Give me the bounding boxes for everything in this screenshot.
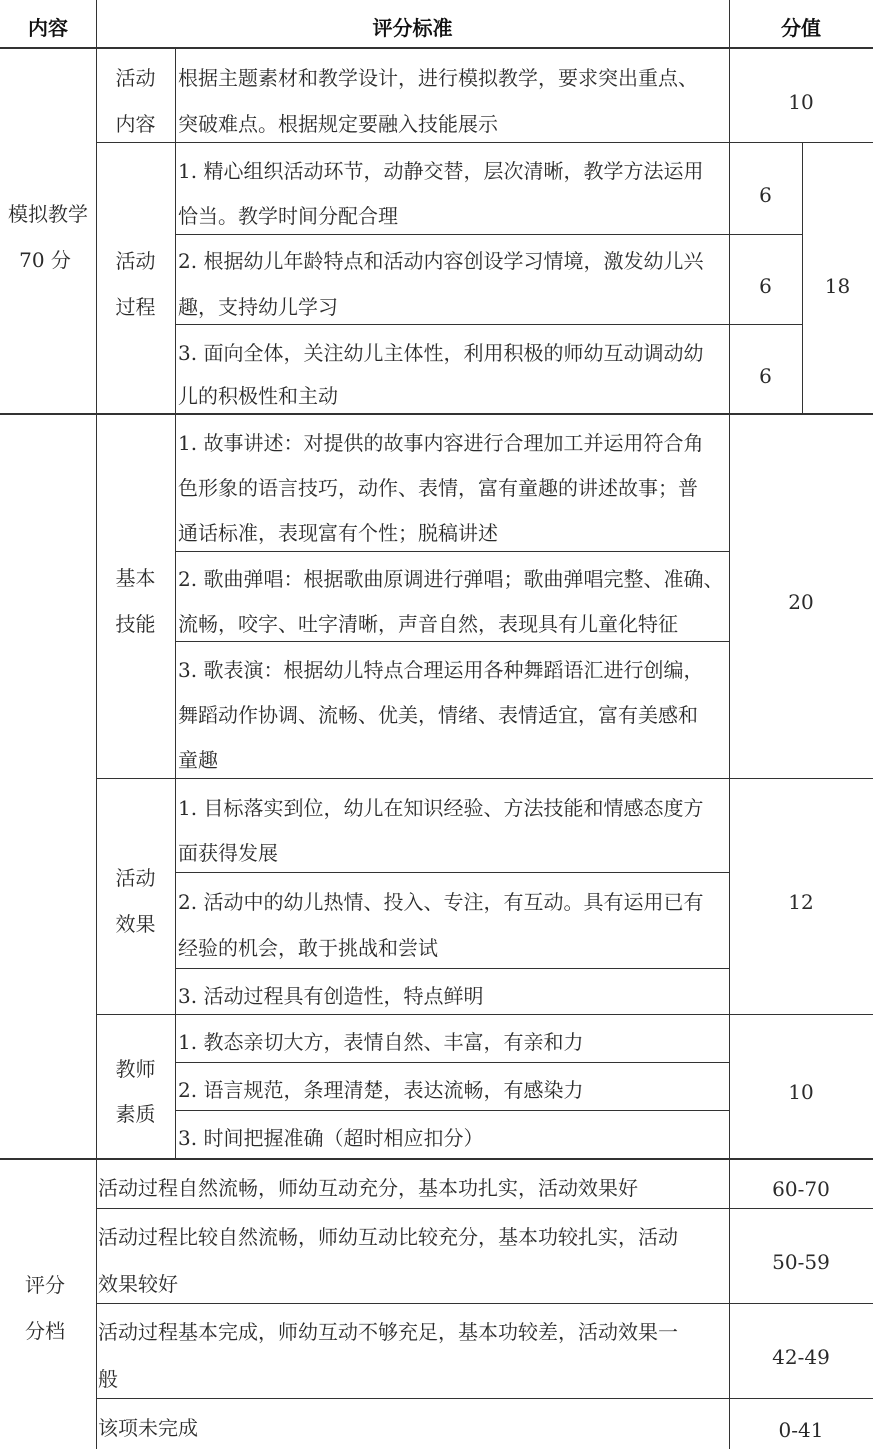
row-label-line2: 技能: [115, 612, 156, 636]
criteria-text: 2. 根据幼儿年龄特点和活动内容创设学习情境，激发幼儿兴: [178, 249, 704, 273]
grading-score: 60-70: [772, 1177, 830, 1201]
criteria-text: 突破难点。根据规定要融入技能展示: [178, 112, 498, 136]
row-label-line2: 内容: [115, 112, 156, 136]
criteria-text: 1. 教态亲切大方，表情自然、丰富，有亲和力: [178, 1030, 584, 1054]
grading-score: 50-59: [772, 1250, 830, 1274]
score-value: 20: [788, 590, 814, 614]
row-label-line1: 活动: [115, 66, 156, 90]
row-label-line1: 活动: [115, 866, 156, 890]
grading-text: 效果较好: [98, 1272, 178, 1296]
criteria-text: 3. 时间把握准确（超时相应扣分）: [178, 1126, 484, 1150]
score-value: 6: [759, 183, 772, 207]
score-value: 6: [759, 274, 772, 298]
header-content: 内容: [28, 16, 68, 40]
criteria-text: 色形象的语言技巧，动作、表情，富有童趣的讲述故事；普: [178, 476, 698, 500]
criteria-text: 2. 语言规范，条理清楚，表达流畅，有感染力: [178, 1078, 584, 1102]
criteria-text: 根据主题素材和教学设计，进行模拟教学，要求突出重点、: [178, 66, 698, 90]
criteria-text: 1. 精心组织活动环节，动静交替，层次清晰，教学方法运用: [178, 159, 704, 183]
section-label-line2: 分档: [25, 1319, 65, 1343]
criteria-text: 面获得发展: [178, 841, 278, 865]
grading-score: 42-49: [772, 1345, 830, 1369]
row-label-line1: 教师: [115, 1057, 156, 1081]
row-label-line2: 素质: [115, 1102, 156, 1126]
section-label-line1: 评分: [25, 1273, 65, 1297]
header-score: 分值: [781, 16, 821, 40]
grading-text: 该项未完成: [98, 1416, 198, 1440]
criteria-text: 3. 面向全体，关注幼儿主体性，利用积极的师幼互动调动幼: [178, 341, 704, 365]
criteria-text: 恰当。教学时间分配合理: [178, 204, 398, 228]
row-label-line2: 过程: [115, 295, 156, 319]
score-value: 10: [788, 90, 814, 114]
grading-score: 0-41: [778, 1418, 824, 1442]
grading-text: 活动过程基本完成，师幼互动不够充足，基本功较差，活动效果一: [98, 1320, 678, 1344]
section-label-line2: 70 分: [19, 248, 71, 272]
criteria-text: 1. 故事讲述：对提供的故事内容进行合理加工并运用符合角: [178, 431, 704, 455]
grading-text: 般: [98, 1367, 118, 1391]
row-label-line2: 效果: [115, 912, 156, 936]
score-value: 6: [759, 364, 772, 388]
criteria-text: 3. 活动过程具有创造性，特点鲜明: [178, 984, 484, 1008]
header-criteria: 评分标准: [372, 16, 453, 40]
score-value: 10: [788, 1080, 814, 1104]
criteria-text: 流畅，咬字、吐字清晰，声音自然，表现具有儿童化特征: [178, 612, 678, 636]
criteria-text: 童趣: [178, 748, 218, 772]
criteria-text: 儿的积极性和主动: [178, 384, 338, 408]
section-label-line1: 模拟教学: [8, 202, 88, 226]
criteria-text: 舞蹈动作协调、流畅、优美，情绪、表情适宜，富有美感和: [178, 703, 698, 727]
criteria-text: 2. 活动中的幼儿热情、投入、专注，有互动。具有运用已有: [178, 890, 704, 914]
grading-text: 活动过程比较自然流畅，师幼互动比较充分，基本功较扎实，活动: [98, 1225, 678, 1249]
criteria-text: 2. 歌曲弹唱：根据歌曲原调进行弹唱；歌曲弹唱完整、准确、: [178, 567, 724, 591]
criteria-text: 1. 目标落实到位，幼儿在知识经验、方法技能和情感态度方: [178, 796, 704, 820]
row-label-line1: 基本: [115, 566, 156, 590]
score-total: 18: [824, 274, 851, 298]
grading-text: 活动过程自然流畅，师幼互动充分，基本功扎实，活动效果好: [98, 1176, 638, 1200]
criteria-text: 趣，支持幼儿学习: [178, 295, 338, 319]
row-label-line1: 活动: [115, 249, 156, 273]
score-value: 12: [788, 890, 814, 914]
criteria-text: 通话标准，表现富有个性；脱稿讲述: [178, 521, 498, 545]
criteria-text: 经验的机会，敢于挑战和尝试: [178, 936, 438, 960]
criteria-text: 3. 歌表演：根据幼儿特点合理运用各种舞蹈语汇进行创编，: [178, 658, 704, 682]
